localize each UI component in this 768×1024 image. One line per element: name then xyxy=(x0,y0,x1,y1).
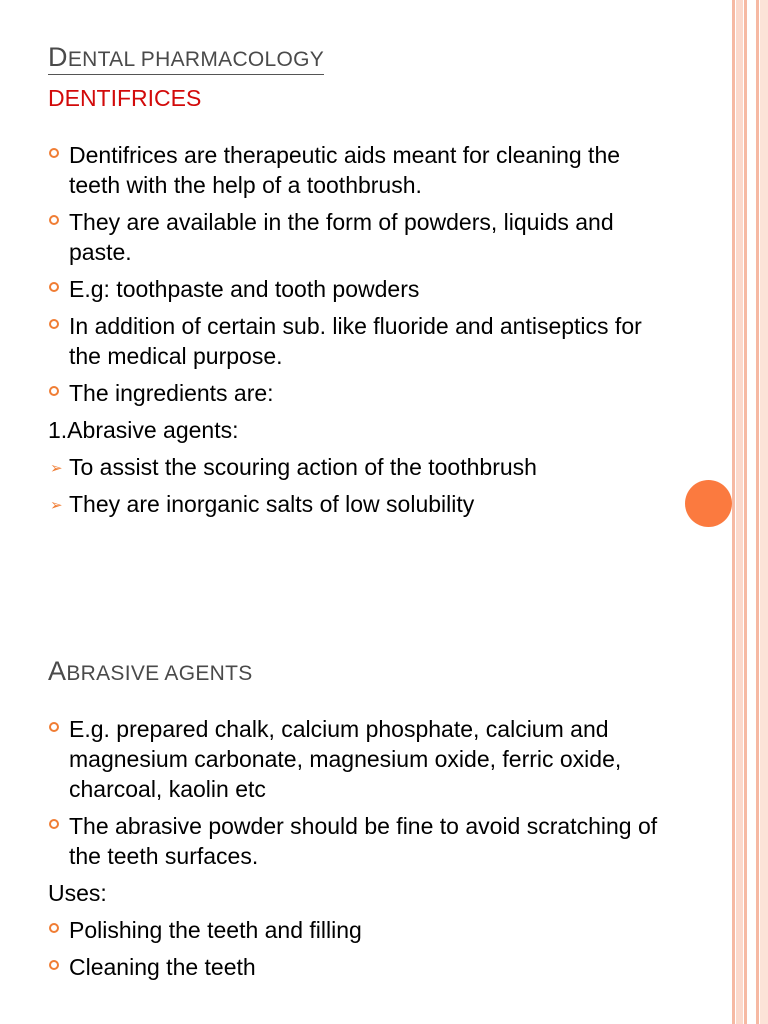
list-item xyxy=(48,207,668,267)
stripe xyxy=(760,0,768,1024)
slide-title xyxy=(48,656,253,687)
list-item-text: E.g. prepared chalk, calcium phosphate, calcium and magnesium carbonate, magnesium oxide, ferric oxide, charcoal, kaolin etc xyxy=(69,716,622,802)
list-item-text: Uses: xyxy=(48,880,107,906)
list-item-text: Polishing the teeth and filling xyxy=(69,917,362,943)
title-initial: A xyxy=(48,656,67,686)
list-item xyxy=(48,952,668,982)
title-rest: ENTAL PHARMACOLOGY xyxy=(67,48,325,71)
list-item-text: They are available in the form of powders, liquids and paste. xyxy=(69,209,614,265)
list-item-text: In addition of certain sub. like fluoride and antiseptics for the medical purpose. xyxy=(69,313,642,369)
circle-bullet-icon xyxy=(49,819,59,829)
circle-bullet-icon xyxy=(49,722,59,732)
list-item xyxy=(48,489,668,519)
circle-bullet-icon xyxy=(49,386,59,396)
decorative-dot xyxy=(685,480,732,527)
list-item xyxy=(48,378,668,408)
list-item-text: The abrasive powder should be fine to avoid scratching of the teeth surfaces. xyxy=(69,813,658,869)
list-item-text: Dentifrices are therapeutic aids meant for cleaning the teeth with the help of a toothbrush. xyxy=(69,142,621,198)
list-item xyxy=(48,811,668,871)
list-item xyxy=(48,274,668,304)
list-item xyxy=(48,452,668,482)
slide-content xyxy=(48,714,668,989)
arrow-bullet-icon: ➢ xyxy=(50,497,63,514)
arrow-bullet-icon: ➢ xyxy=(50,460,63,477)
stripe xyxy=(744,0,747,1024)
list-item xyxy=(48,140,668,200)
slide-title xyxy=(48,42,324,75)
list-item xyxy=(48,915,668,945)
list-item-text: The ingredients are: xyxy=(69,380,274,406)
stripe xyxy=(756,0,759,1024)
circle-bullet-icon xyxy=(49,960,59,970)
title-rest: BRASIVE AGENTS xyxy=(66,662,253,685)
list-item-text: E.g: toothpaste and tooth powders xyxy=(69,276,420,302)
stripe xyxy=(732,0,735,1024)
title-initial: D xyxy=(48,42,68,72)
decorative-stripes xyxy=(732,0,768,1024)
circle-bullet-icon xyxy=(49,282,59,292)
list-item xyxy=(48,878,668,908)
slide-subtitle: DENTIFRICES xyxy=(48,85,202,111)
list-item-text: They are inorganic salts of low solubility xyxy=(69,491,475,517)
list-item xyxy=(48,714,668,804)
list-item-text: Cleaning the teeth xyxy=(69,954,256,980)
circle-bullet-icon xyxy=(49,923,59,933)
list-item-text: 1.Abrasive agents: xyxy=(48,417,239,443)
circle-bullet-icon xyxy=(49,148,59,158)
list-item xyxy=(48,415,668,445)
circle-bullet-icon xyxy=(49,319,59,329)
circle-bullet-icon xyxy=(49,215,59,225)
list-item-text: To assist the scouring action of the toothbrush xyxy=(69,454,537,480)
stripe xyxy=(736,0,743,1024)
slide-content xyxy=(48,140,668,526)
list-item xyxy=(48,311,668,371)
